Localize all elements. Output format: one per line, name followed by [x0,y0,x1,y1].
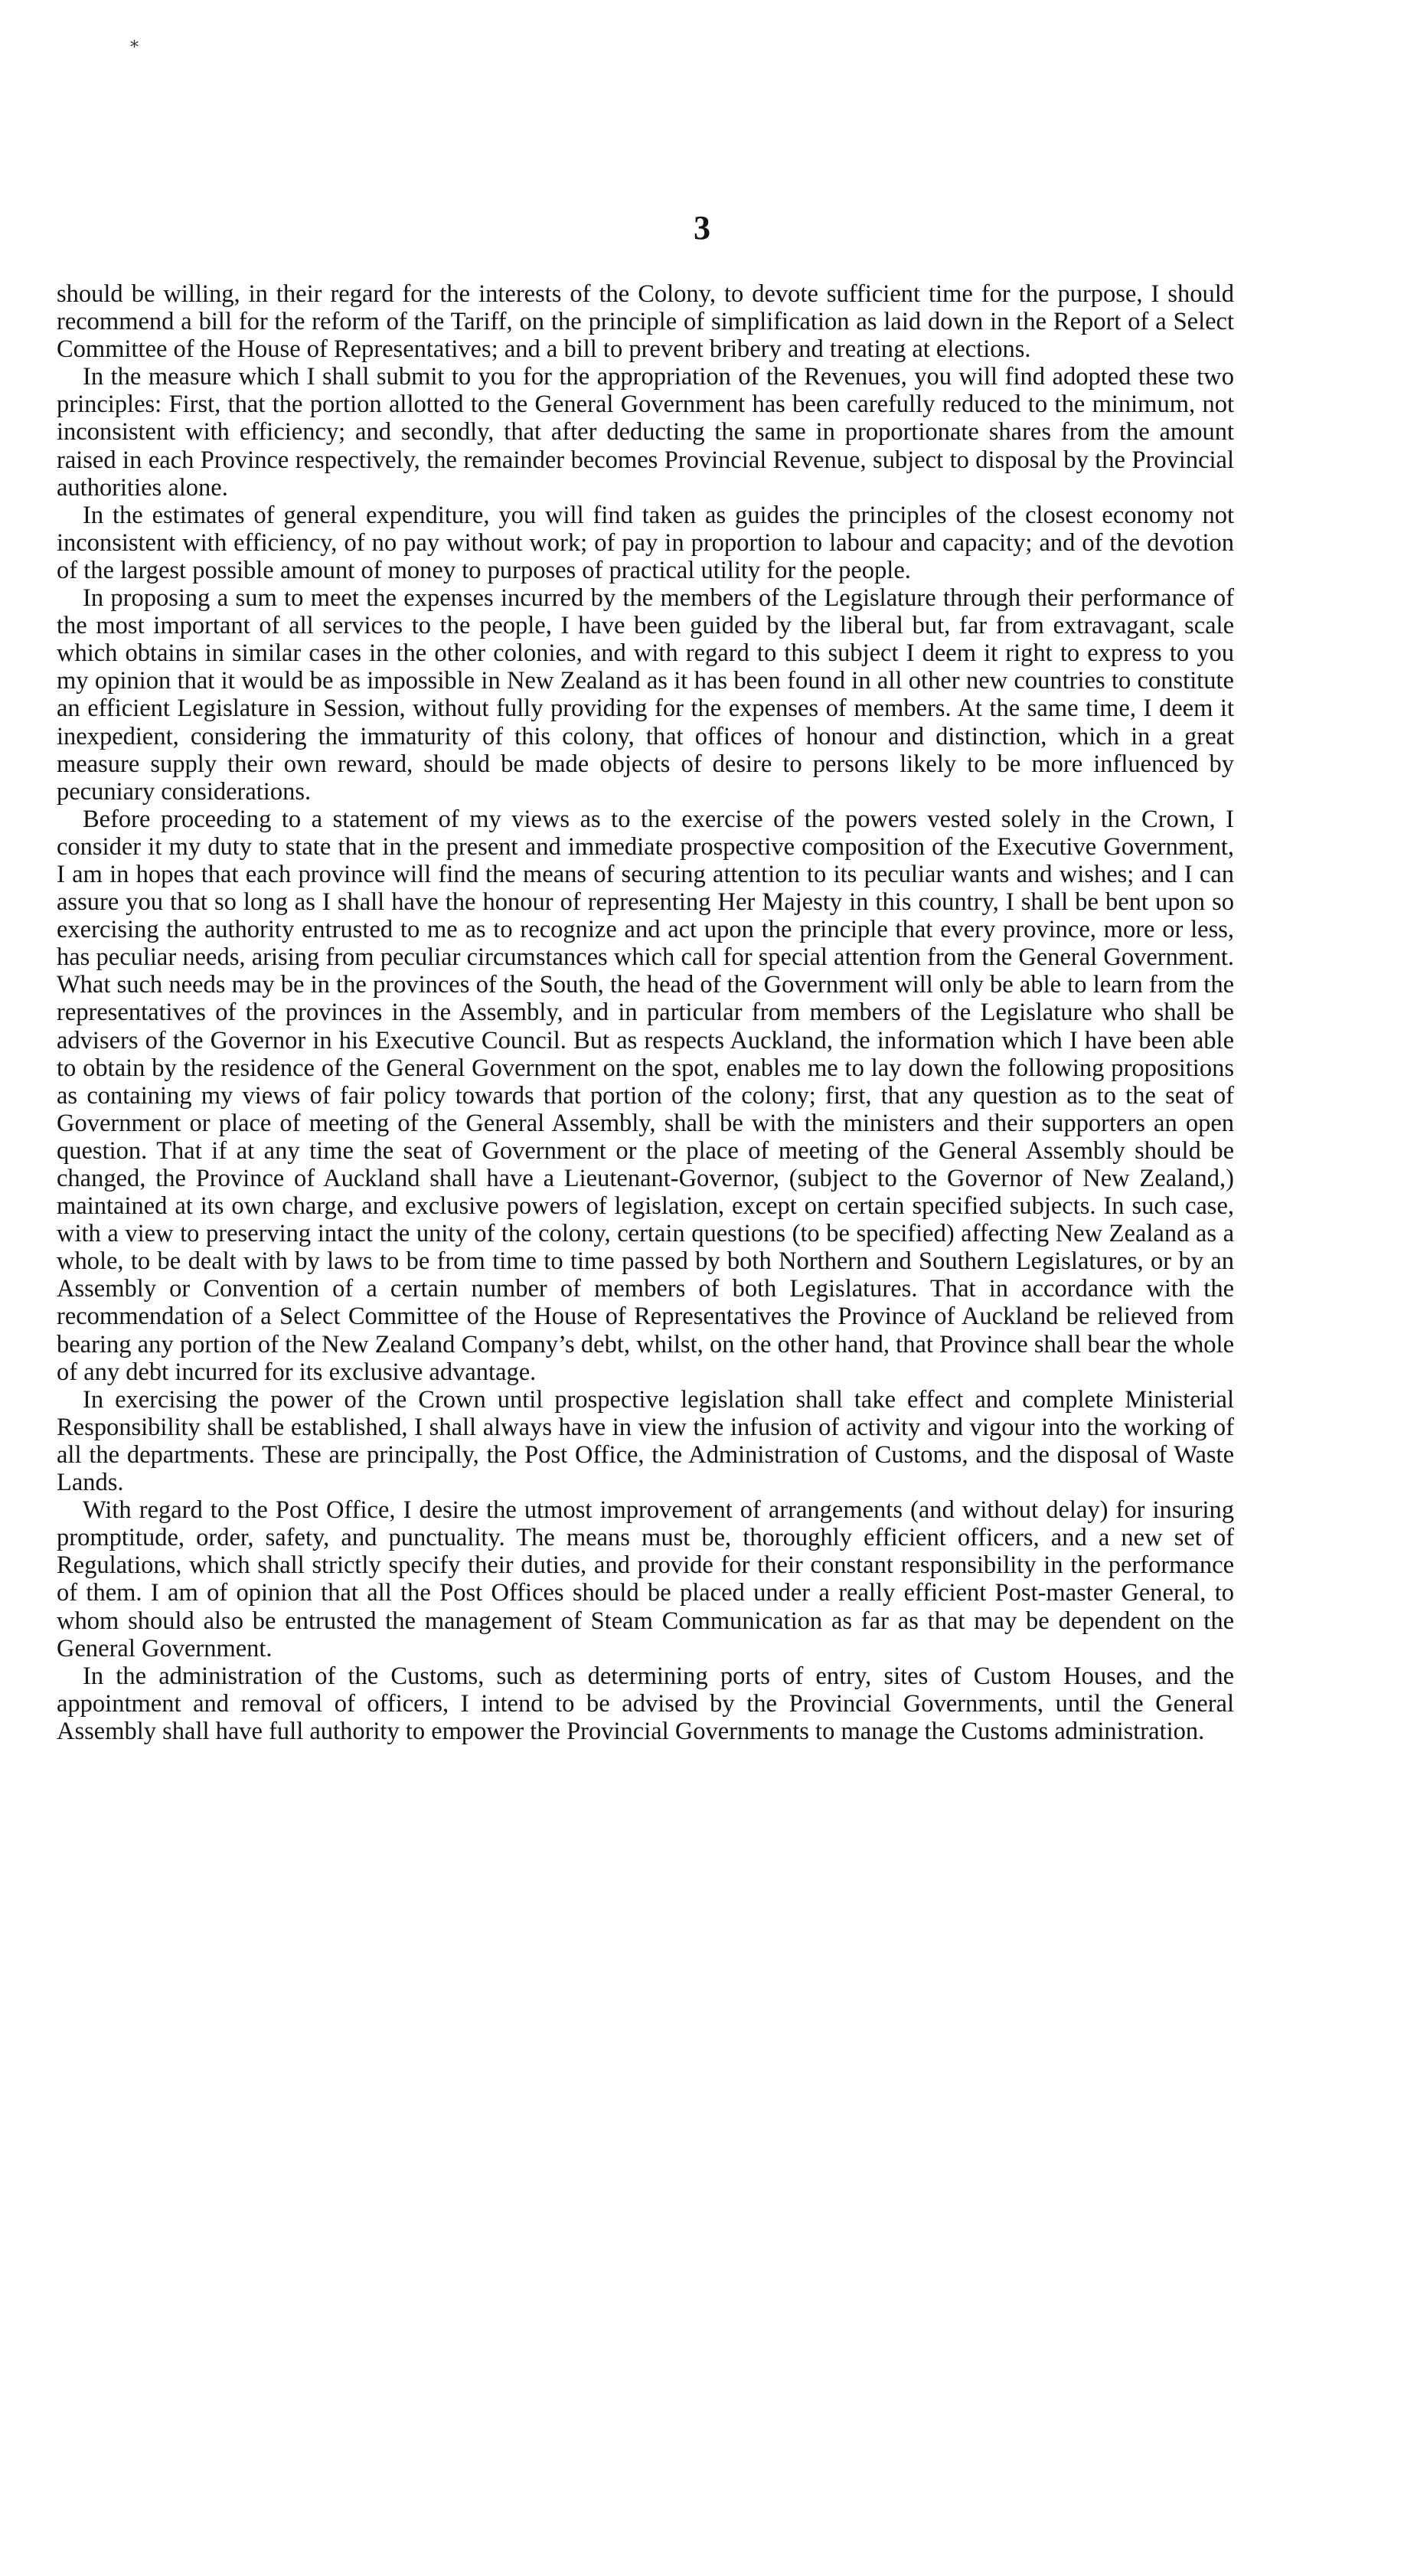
paragraph-appropriation-of-revenues: In the measure which I shall submit to you for the appropriation of the Revenues, you will find adopted these two principles: First, that the portion allotted to the General Government has been carefully reduced to the minimum, not inconsistent with efficiency; and secondly, that after deducting the same in proportionate shares from the amount raised in each Province respectively, the remainder becomes Provincial Revenue, subject to disposal by the Provincial authorities alone. [57,363,1234,502]
body-text [57,280,1234,1745]
paragraph-expenses-of-legislature: In proposing a sum to meet the expenses incurred by the members of the Legislature through their performance of the most important of all services to the people, I have been guided by the liberal but, far from extravagant, scale which obtains in similar cases in the other colonies, and with regard to this subject I deem it right to express to you my opinion that it would be as impossible in New Zealand as it has been found in all other new countries to constitute an efficient Legislature in Session, without fully providing for the expenses of members. At the same time, I deem it inexpedient, considering the immaturity of this colony, that offices of honour and distinction, which in a great measure supply their own reward, should be made objects of desire to persons likely to be more influenced by pecuniary considerations. [57,584,1234,806]
paragraph-powers-of-the-crown: Before proceeding to a statement of my views as to the exercise of the powers vested solely in the Crown, I consider it my duty to state that in the present and immediate prospective composition of the Executive Government, I am in hopes that each province will find the means of securing attention to its peculiar wants and wishes; and I can assure you that so long as I shall have the honour of representing Her Majesty in this country, I shall be bent upon so exercising the authority entrusted to me as to recognize and act upon the principle that every province, more or less, has peculiar needs, arising from peculiar circumstances which call for special attention from the General Government. What such needs may be in the provinces of the South, the head of the Government will only be able to learn from the representatives of the provinces in the Assembly, and in particular from members of the Legislature who shall be advisers of the Governor in his Executive Council. But as respects Auckland, the information which I have been able to obtain by the residence of the General Government on the spot, enables me to lay down the following propositions as containing my views of fair policy towards that portion of the colony; first, that any question as to the seat of Government or place of meeting of the General Assembly, shall be with the ministers and their supporters an open question. That if at any time the seat of Government or the place of meeting of the General Assembly should be changed, the Province of Auckland shall have a Lieutenant-Governor, (subject to the Governor of New Zealand,) maintained at its own charge, and exclusive powers of legislation, except on certain specified subjects. In such case, with a view to preserving intact the unity of the colony, certain questions (to be specified) affecting New Zealand as a whole, to be dealt with by laws to be from time to time passed by both Northern and Southern Legislatures, or by an Assembly or Convention of a certain number of members of both Legislatures. That in accordance with the recommendation of a Select Committee of the House of Representatives the Province of Auckland be relieved from bearing any portion of the New Zealand Company’s debt, whilst, on the other hand, that Province shall bear the whole of any debt incurred for its exclusive advantage. [57,805,1234,1386]
paragraph-ministerial-responsibility: In exercising the power of the Crown until prospective legislation shall take effect and complete Ministerial Responsibility shall be established, I shall always have in view the infusion of activity and vigour into the working of all the departments. These are principally, the Post Office, the Administration of Customs, and the disposal of Waste Lands. [57,1385,1234,1497]
paragraph-post-office: With regard to the Post Office, I desire the utmost improvement of arrangements (and without delay) for insuring promptitude, order, safety, and punctuality. The means must be, thoroughly efficient officers, and a new set of Regulations, which shall strictly specify their duties, and provide for their constant responsibility in the performance of them. I am of opinion that all the Post Offices should be placed under a really efficient Post-master General, to whom should also be entrusted the management of Steam Communication as far as that may be dependent on the General Government. [57,1496,1234,1662]
paragraph-estimates-of-expenditure: In the estimates of general expenditure, you will find taken as guides the principles of the closest economy not inconsistent with efficiency, of no pay without work; of pay in proportion to labour and capacity; and of the devotion of the largest possible amount of money to purposes of practical utility for the people. [57,501,1234,584]
page-number: 3 [694,209,710,247]
paragraph-customs-administration: In the administration of the Customs, such as determining ports of entry, sites of Custom Houses, and the appointment and removal of officers, I intend to be advised by the Provincial Governments, until the General Assembly shall have full authority to empower the Provincial Governments to manage the Customs administration. [57,1662,1234,1745]
corner-mark: * [130,38,139,57]
paragraph-tariff-and-bribery: should be willing, in their regard for the interests of the Colony, to devote sufficient time for the purpose, I should recommend a bill for the reform of the Tariff, on the principle of simplification as laid down in the Report of a Select Committee of the House of Representatives; and a bill to prevent bribery and treating at elections. [57,280,1234,364]
